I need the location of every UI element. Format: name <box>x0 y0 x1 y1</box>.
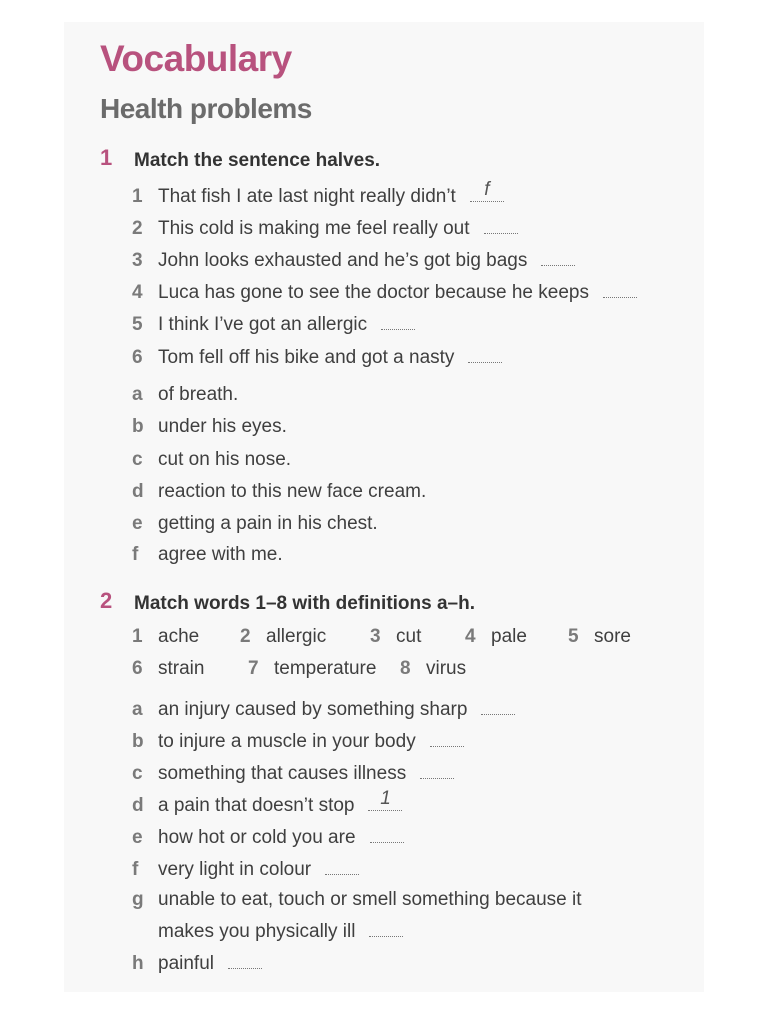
item-label: f <box>132 544 139 565</box>
item-label: a <box>132 384 143 405</box>
item-label: e <box>132 513 143 534</box>
page-subtitle: Health problems <box>100 93 312 124</box>
definition-item <box>132 726 464 754</box>
exercise-instruction: Match words 1–8 with definitions a–h. <box>134 593 475 614</box>
item-text: allergic <box>266 626 327 647</box>
item-text: I think I’ve got an allergic <box>158 314 368 335</box>
item-text: very light in colour <box>158 859 312 880</box>
ending-item <box>132 446 291 474</box>
match-item <box>132 181 504 209</box>
item-label: 8 <box>400 658 411 679</box>
item-label: 5 <box>132 314 143 335</box>
item-text: ache <box>158 626 200 647</box>
match-item <box>132 277 637 305</box>
definition-item-continued <box>158 916 403 944</box>
answer-blank[interactable] <box>228 948 262 969</box>
definition-item <box>132 694 515 722</box>
definition-item <box>132 886 582 914</box>
word-bank-item <box>370 623 421 651</box>
item-text: how hot or cold you are <box>158 827 356 848</box>
page-title: Vocabulary <box>100 38 292 79</box>
exercise-number: 1 <box>100 145 113 170</box>
answer-blank[interactable] <box>468 342 502 363</box>
match-item <box>132 309 415 337</box>
item-text: unable to eat, touch or smell something because it <box>158 889 582 910</box>
item-label: 4 <box>132 282 143 303</box>
item-label: 2 <box>240 626 251 647</box>
answer-blank[interactable] <box>541 245 575 266</box>
answer-blank[interactable] <box>470 181 504 202</box>
answer-blank[interactable] <box>603 277 637 298</box>
item-text: John looks exhausted and he’s got big bags <box>158 250 528 271</box>
item-label: e <box>132 827 143 848</box>
item-label: b <box>132 416 144 437</box>
item-label: 6 <box>132 658 143 679</box>
word-bank-item <box>132 623 199 651</box>
word-bank-item <box>400 655 466 683</box>
answer-blank[interactable] <box>369 916 403 937</box>
answer-blank[interactable] <box>325 854 359 875</box>
item-text: This cold is making me feel really out <box>158 218 470 239</box>
item-text: painful <box>158 953 214 974</box>
item-label: 2 <box>132 218 143 239</box>
item-label: 7 <box>248 658 259 679</box>
match-item <box>132 213 518 241</box>
item-label: d <box>132 481 144 502</box>
item-text: cut <box>396 626 422 647</box>
item-text: virus <box>426 658 467 679</box>
ending-item <box>132 510 378 538</box>
item-label: 6 <box>132 347 143 368</box>
exercise-number: 2 <box>100 588 113 613</box>
match-item <box>132 245 575 273</box>
item-label: a <box>132 699 143 720</box>
item-label: 1 <box>132 626 143 647</box>
item-text: under his eyes. <box>158 416 287 437</box>
item-text: That fish I ate last night really didn’t <box>158 186 456 207</box>
match-item <box>132 342 502 370</box>
item-label: g <box>132 889 144 910</box>
item-text: of breath. <box>158 384 239 405</box>
definition-item <box>132 758 454 786</box>
answer-blank[interactable] <box>430 726 464 747</box>
item-label: h <box>132 953 144 974</box>
word-bank-item <box>568 623 631 651</box>
word-bank-item <box>465 623 527 651</box>
item-label: 5 <box>568 626 579 647</box>
item-text: temperature <box>274 658 377 679</box>
item-text: a pain that doesn’t stop <box>158 795 355 816</box>
answer-blank[interactable] <box>484 213 518 234</box>
item-text: something that causes illness <box>158 763 407 784</box>
word-bank-item <box>248 655 376 683</box>
item-text: agree with me. <box>158 544 283 565</box>
ending-item <box>132 478 426 506</box>
word-bank-item <box>240 623 326 651</box>
item-text: to injure a muscle in your body <box>158 731 416 752</box>
ending-item <box>132 541 283 569</box>
definition-item <box>132 790 402 818</box>
item-text-line-2: makes you physically ill <box>158 921 356 942</box>
answer-blank[interactable] <box>368 790 402 811</box>
answer-text: 1 <box>380 788 391 809</box>
item-text: pale <box>491 626 527 647</box>
item-label: b <box>132 731 144 752</box>
item-text: reaction to this new face cream. <box>158 481 427 502</box>
answer-text: f <box>484 179 490 200</box>
item-label: c <box>132 763 143 784</box>
item-label: f <box>132 859 139 880</box>
ending-item <box>132 413 287 441</box>
answer-blank[interactable] <box>481 694 515 715</box>
item-label: 1 <box>132 186 143 207</box>
item-text: Tom fell off his bike and got a nasty <box>158 347 455 368</box>
item-label: 3 <box>132 250 143 271</box>
exercise-instruction: Match the sentence halves. <box>134 150 381 171</box>
item-text: an injury caused by something sharp <box>158 699 468 720</box>
answer-blank[interactable] <box>370 822 404 843</box>
item-label: 3 <box>370 626 381 647</box>
answer-blank[interactable] <box>381 309 415 330</box>
answer-blank[interactable] <box>420 758 454 779</box>
ending-item <box>132 381 238 409</box>
item-text: cut on his nose. <box>158 449 292 470</box>
word-bank-item <box>132 655 204 683</box>
item-label: 4 <box>465 626 476 647</box>
definition-item <box>132 854 359 882</box>
item-label: c <box>132 449 143 470</box>
definition-item <box>132 948 262 976</box>
item-text: strain <box>158 658 205 679</box>
item-text: sore <box>594 626 631 647</box>
item-text: Luca has gone to see the doctor because he keeps <box>158 282 589 303</box>
definition-item <box>132 822 404 850</box>
item-label: d <box>132 795 144 816</box>
item-text: getting a pain in his chest. <box>158 513 378 534</box>
